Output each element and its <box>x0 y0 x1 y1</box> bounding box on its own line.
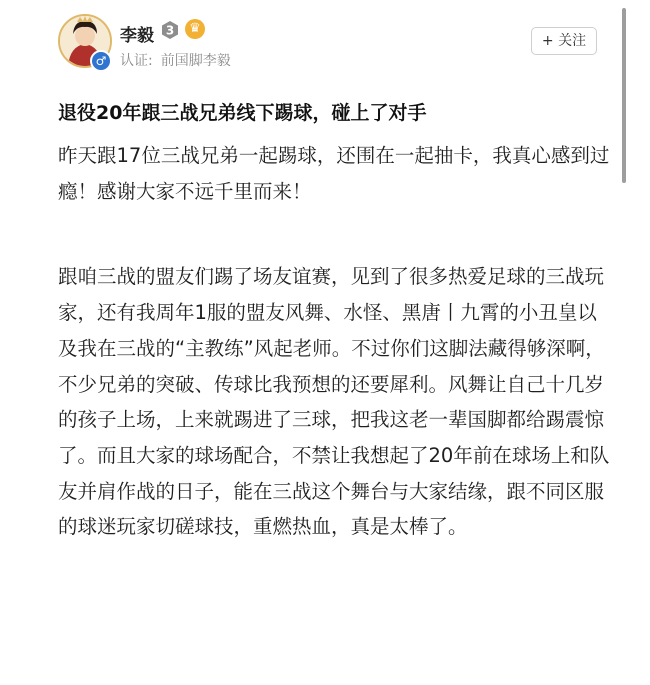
level-number: 3 <box>165 23 175 38</box>
post-body <box>58 138 613 545</box>
verification-line <box>120 50 231 70</box>
paragraph-spacer <box>58 209 613 259</box>
level-badge-icon <box>160 20 180 40</box>
post-paragraph-2: 跟咱三战的盟友们踢了场友谊赛，见到了很多热爱足球的三战玩家，还有我周年1服的盟友风舞、水怪、黑唐丨九霄的小丑皇以及我在三战的“主教练”风起老师。不过你们这脚法藏得够深啊，不少兄弟的突破、传球比我预想的还要犀利。风舞让自己十几岁的孩子上场，上来就踢进了三球，把我这老一辈国脚都给踢震惊了。而且大家的球场配合，不禁让我想起了20年前在球场上和队友并肩作战的日子，能在三战这个舞台与大家结缘，跟不同区服的球迷玩家切磋球技，重燃热血，真是太棒了。 <box>58 265 610 539</box>
post-paragraph-1: 昨天跟17位三战兄弟一起踢球，还围在一起抽卡，我真心感到过瘾！感谢大家不远千里而来！ <box>58 144 610 203</box>
follow-button[interactable]: + 关注 <box>531 27 597 55</box>
post-title: 退役20年跟三战兄弟线下踢球，碰上了对手 <box>58 102 427 124</box>
male-icon: ♂ <box>90 50 112 72</box>
crown-icon: ♛ <box>185 19 205 39</box>
user-name[interactable]: 李毅 <box>120 26 154 46</box>
scrollbar[interactable] <box>622 8 626 183</box>
post-header <box>58 14 650 74</box>
verify-label: 认证: <box>120 53 153 69</box>
verify-text: 前国脚李毅 <box>160 53 231 69</box>
